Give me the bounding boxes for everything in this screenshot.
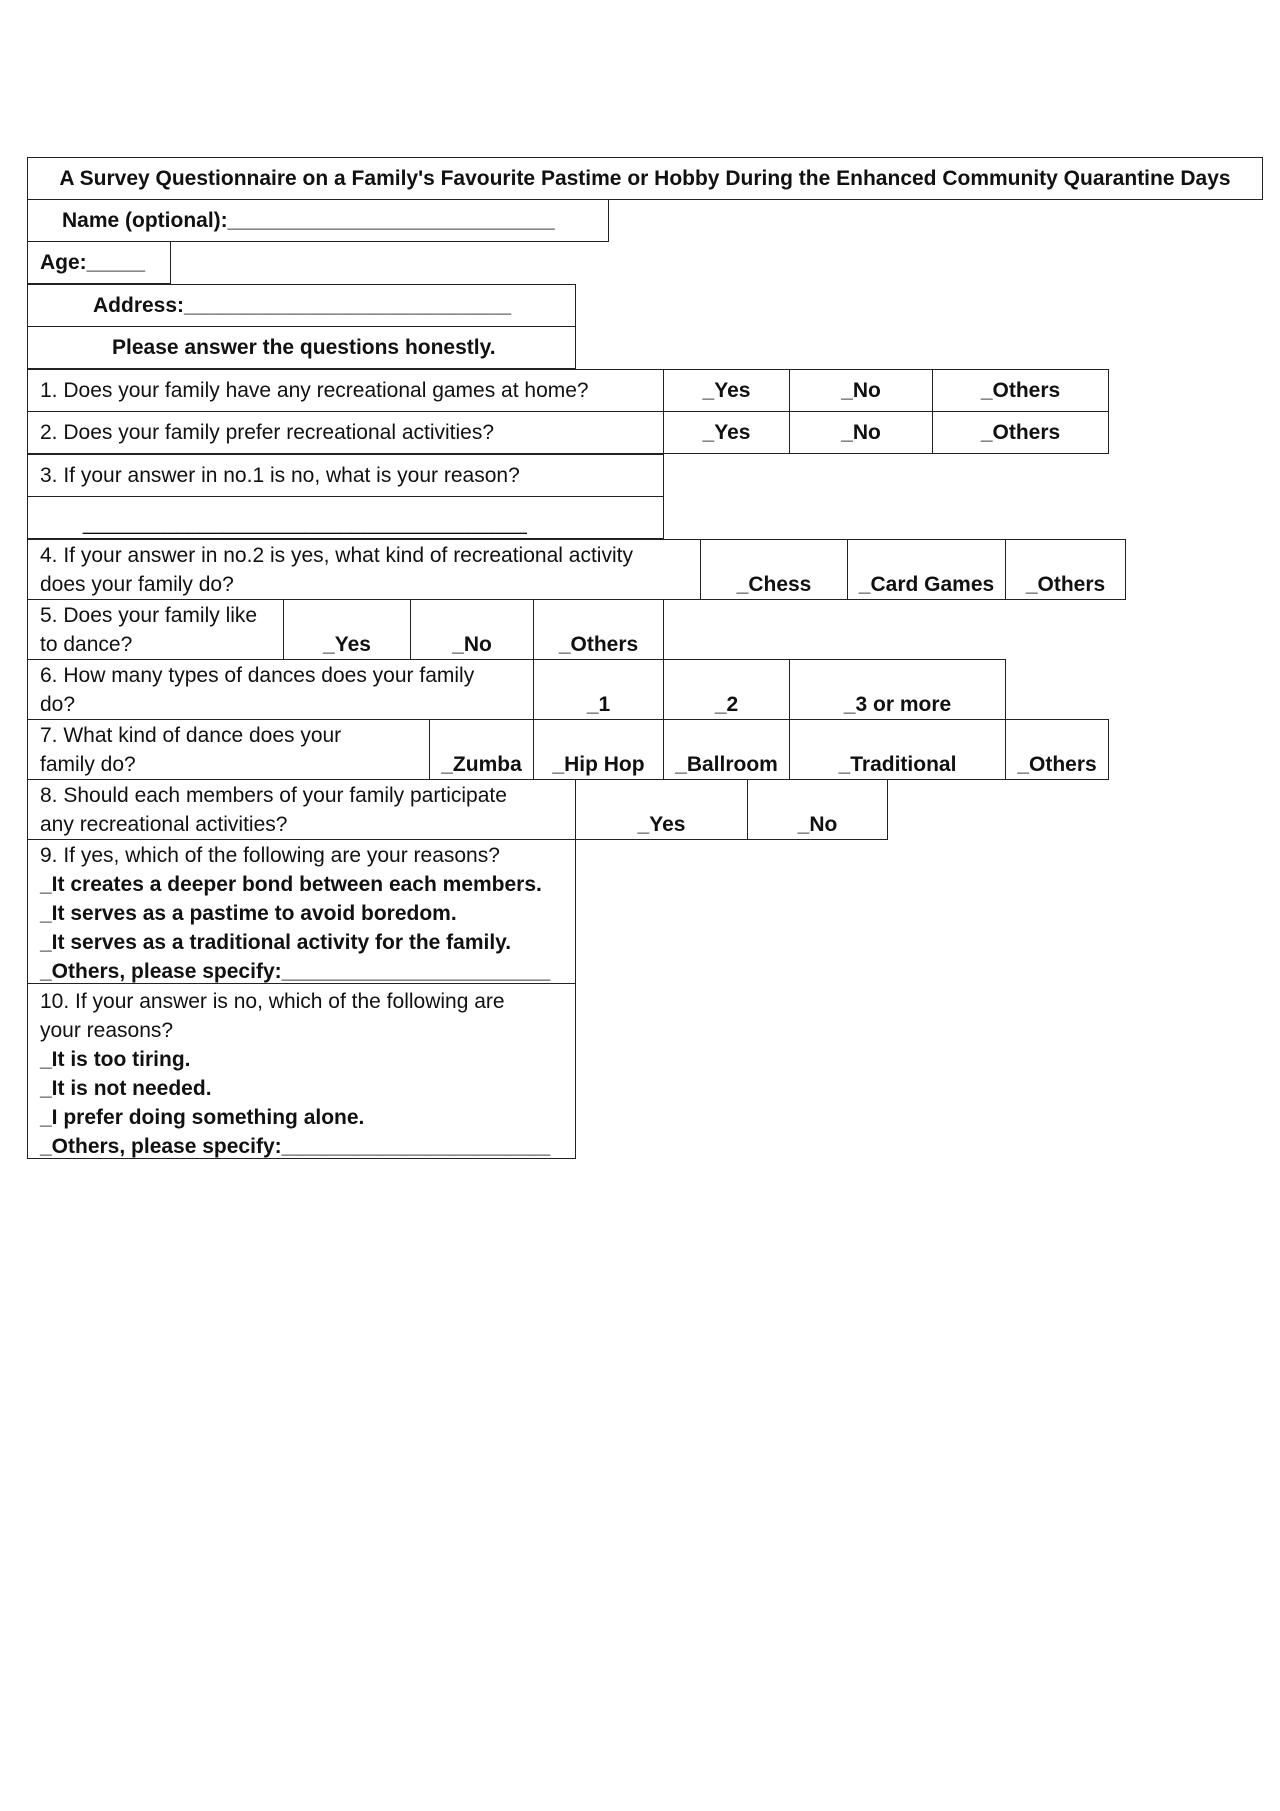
q1-option-others[interactable]: _Others [932,369,1109,412]
age-field[interactable]: Age:_____ [27,241,171,284]
q9-block [27,839,576,984]
q2-question: 2. Does your family prefer recreational activities? [27,411,664,454]
instruction-text: Please answer the questions honestly. [27,326,576,369]
q5-option-others[interactable]: _Others [533,599,664,660]
q7-option-traditional[interactable]: _Traditional [789,719,1006,780]
q10-block [27,983,576,1159]
q1-question: 1. Does your family have any recreational games at home? [27,369,664,412]
q1-option-no[interactable]: _No [789,369,933,412]
q10-option-others[interactable]: _Others, please specify:_______________________ [40,1135,551,1158]
q10-option-not-needed[interactable]: _It is not needed. [40,1077,212,1100]
q8-option-yes[interactable]: _Yes [575,779,748,840]
q10-option-tiring[interactable]: _It is too tiring. [40,1048,191,1071]
q1-option-yes[interactable]: _Yes [663,369,790,412]
q8-question-line1: 8. Should each members of your family participate [40,784,507,807]
q6-question-line2: do? [40,693,76,716]
q4-option-card-games[interactable]: _Card Games [847,539,1006,600]
q9-question: 9. If yes, which of the following are your reasons? [40,844,500,867]
q6-option-2[interactable]: _2 [663,659,790,720]
q7-question-line1: 7. What kind of dance does your [40,724,342,747]
q10-question-line1: 10. If your answer is no, which of the following are [40,990,505,1013]
q5-option-no[interactable]: _No [410,599,534,660]
q5-question-line2: to dance? [40,633,133,656]
q6-question-line1: 6. How many types of dances does your family [40,664,475,687]
q7-option-ballroom[interactable]: _Ballroom [663,719,790,780]
q10-question-line2: your reasons? [40,1019,174,1042]
q4-question-line1: 4. If your answer in no.2 is yes, what kind of recreational activity [40,544,633,567]
q8-option-no[interactable]: _No [747,779,888,840]
q9-option-traditional[interactable]: _It serves as a traditional activity for the family. [40,931,512,954]
q2-option-no[interactable]: _No [789,411,933,454]
q2-option-yes[interactable]: _Yes [663,411,790,454]
q6-option-1[interactable]: _1 [533,659,664,720]
address-field[interactable]: Address:____________________________ [27,284,576,327]
q9-option-others[interactable]: _Others, please specify:_______________________ [40,960,551,983]
q7-question-line2: family do? [40,753,136,776]
name-field[interactable]: Name (optional):____________________________ [27,199,609,242]
q5-question-line1: 5. Does your family like [40,604,258,627]
q8-question [27,779,576,840]
q10-option-alone[interactable]: _I prefer doing something alone. [40,1106,365,1129]
q4-question-line2: does your family do? [40,573,234,596]
survey-title: A Survey Questionnaire on a Family's Favourite Pastime or Hobby During the Enhanced Community Quarantine Days [27,157,1263,200]
q4-question [27,539,701,600]
q4-option-others[interactable]: _Others [1005,539,1126,600]
q7-option-others[interactable]: _Others [1005,719,1109,780]
q9-option-pastime[interactable]: _It serves as a pastime to avoid boredom. [40,902,457,925]
q7-option-zumba[interactable]: _Zumba [429,719,534,780]
q7-option-hip-hop[interactable]: _Hip Hop [533,719,664,780]
q3-question: 3. If your answer in no.1 is no, what is your reason? [27,454,664,497]
q6-question [27,659,534,720]
q8-question-line2: any recreational activities? [40,813,288,836]
q4-option-chess[interactable]: _Chess [700,539,848,600]
q5-question [27,599,284,660]
q7-question [27,719,430,780]
q2-option-others[interactable]: _Others [932,411,1109,454]
q3-answer-line[interactable]: ______________________________________ [27,496,664,539]
q9-option-bond[interactable]: _It creates a deeper bond between each members. [40,873,542,896]
q6-option-3-or-more[interactable]: _3 or more [789,659,1006,720]
q5-option-yes[interactable]: _Yes [283,599,411,660]
